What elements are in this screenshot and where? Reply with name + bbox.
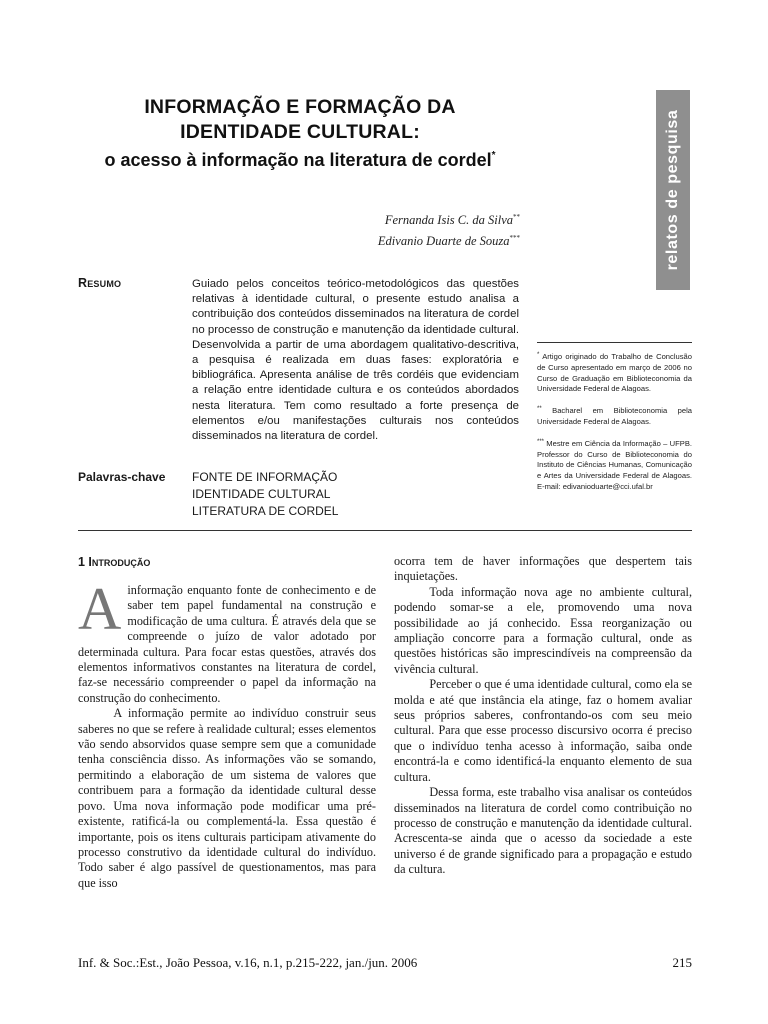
drop-cap: A — [78, 576, 122, 642]
subtitle — [40, 150, 560, 171]
footnote-divider — [537, 342, 692, 343]
abstract-label: Resumo — [78, 276, 122, 290]
author-1-mark: ** — [513, 213, 520, 221]
footnote-2-mark: ** — [537, 406, 542, 413]
footnote-2-text: Bacharel em Biblioteconomia pela Universidade Federal de Alagoas. — [537, 406, 692, 426]
body-paragraph: Toda informação nova age no ambiente cultural, podendo somar-se a ele, promovendo uma nova possibilidade ao já conhecido. Essa reorganização ou ampliação concorre para a formação cultural, onde as questões históricas são imprescindíveis na compreensão da vivência cultural. — [394, 584, 692, 676]
author-1-name: Fernanda Isis C. da Silva — [384, 213, 513, 227]
footnote-1-text: Artigo originado do Trabalho de Conclusão de Curso apresentado em março de 2006 no Curso de Graduação em Biblioteconomia da Universidade Federal de Alagoas. — [537, 352, 692, 394]
body-paragraph: ocorra tem de haver informações que despertem tais inquietações. — [394, 554, 692, 584]
footnote-2 — [537, 404, 692, 428]
author-1 — [378, 208, 520, 229]
body-paragraph: Perceber o que é uma identidade cultural, como ela se molda e até que instância ela atinge, faz o homem avaliar seus próprios saberes, confrontando-os com seu meio cultural. Para que esse processo discursivo ocorra é preciso que o indivíduo tenha acesso à informação, saiba onde encontrá-la e como identificá-la enquanto elemento de sua cultura. — [394, 677, 692, 784]
footnote-1-mark: * — [537, 352, 540, 358]
footer-citation: Inf. & Soc.:Est., João Pessoa, v.16, n.1, p.215-222, jan./jun. 2006 — [78, 955, 418, 970]
body-paragraph — [78, 576, 376, 706]
section-side-tab — [656, 90, 690, 290]
body-paragraph: Dessa forma, este trabalho visa analisar os conteúdos disseminados na literatura de cordel como contribuição no processo de construção e manutenção da identidade cultural. Acrescenta-se ainda que o acesso da sociedade a este universo é de grande significado para a propagação e estudo da cultura. — [394, 785, 692, 877]
abstract-text: Guiado pelos conceitos teórico-metodológicos das questões relativas à identidade cultural, o presente estudo analisa a contribuição dos conteúdos disseminados na literatura de cordel no processo de construção e manutenção da identidade cultural. Desenvolvida a partir de uma abordagem qualitativo-descritiva, a pesquisa é realizada em duas fases: exploratória e bibliográfica. Apresenta análise de três cordéis que evidenciam a relação entre identidade cultura e os conteúdos abordados nesta literatura. Tem como resultado a forte presença de elementos e/ou manifestações culturais nos conteúdos disseminados na literatura de cordel. — [192, 278, 519, 443]
author-2-name: Edivanio Duarte de Souza — [377, 234, 510, 248]
header-divider — [78, 530, 692, 531]
body-column-right — [394, 554, 692, 878]
footnote-3-text: Mestre em Ciência da Informação – UFPB. Professor do Curso de Biblioteconomia do Instituto de Ciências Humanas, Comunicação e Artes da Universidade Federal de Alagoas. E-mail: edivanioduarte@cci.ufal.br — [537, 438, 692, 491]
footnote-3 — [537, 437, 692, 493]
body-paragraph: A informação permite ao indivíduo construir seus saberes no que se refere à realidade cultural; esses elementos vão sendo absorvidos quase sempre sem que a comunidade tenha consciência disso. As informações vão se somando, permitindo a elaboração de um sistema de valores que contribuem para a formação da identidade cultural desse povo. Uma nova informação pode modificar uma pré-existente, ratificá-la ou complementá-la. Essa questão é importante, pois os itens culturais participam ativamente do processo construtivo da identidade cultural do indivíduo. Todo saber é algo passível de questionamentos, mas para que isso — [78, 706, 376, 890]
title-line-1: INFORMAÇÃO E FORMAÇÃO DA — [144, 96, 456, 118]
author-2-mark: *** — [509, 234, 520, 242]
authors-block — [378, 208, 520, 250]
section-heading: 1 Introdução — [78, 555, 151, 569]
keyword-item: LITERATURA DE CORDEL — [192, 504, 339, 518]
footnote-3-mark: *** — [537, 438, 545, 445]
author-2 — [378, 229, 520, 250]
page-number: 215 — [672, 955, 692, 970]
keyword-item: FONTE DE INFORMAÇÃO — [192, 470, 338, 484]
body-column-left — [78, 576, 376, 891]
footnotes-block — [537, 350, 692, 502]
title-line-2: IDENTIDADE CULTURAL: — [180, 121, 420, 143]
footnote-1 — [537, 350, 692, 395]
body-paragraph-text: informação enquanto fonte de conhecimento e de saber tem papel fundamental na construção e modificação de uma cultura. É através dela que se compreende o juízo de valor adotado por determinada cultura. Para focar estas questões, através dos elementos informativos constantes na literatura de cordel, faz-se necessário compreender o papel da informação na construção do conhecimento. — [78, 583, 376, 705]
keywords-label: Palavras-chave — [78, 470, 166, 484]
subtitle-text: o acesso à informação na literatura de cordel — [104, 150, 492, 170]
side-tab-label: relatos de pesquisa — [664, 109, 681, 271]
keywords-list — [192, 469, 338, 520]
subtitle-footnote-mark: * — [491, 150, 496, 161]
keyword-item: IDENTIDADE CULTURAL — [192, 487, 331, 501]
